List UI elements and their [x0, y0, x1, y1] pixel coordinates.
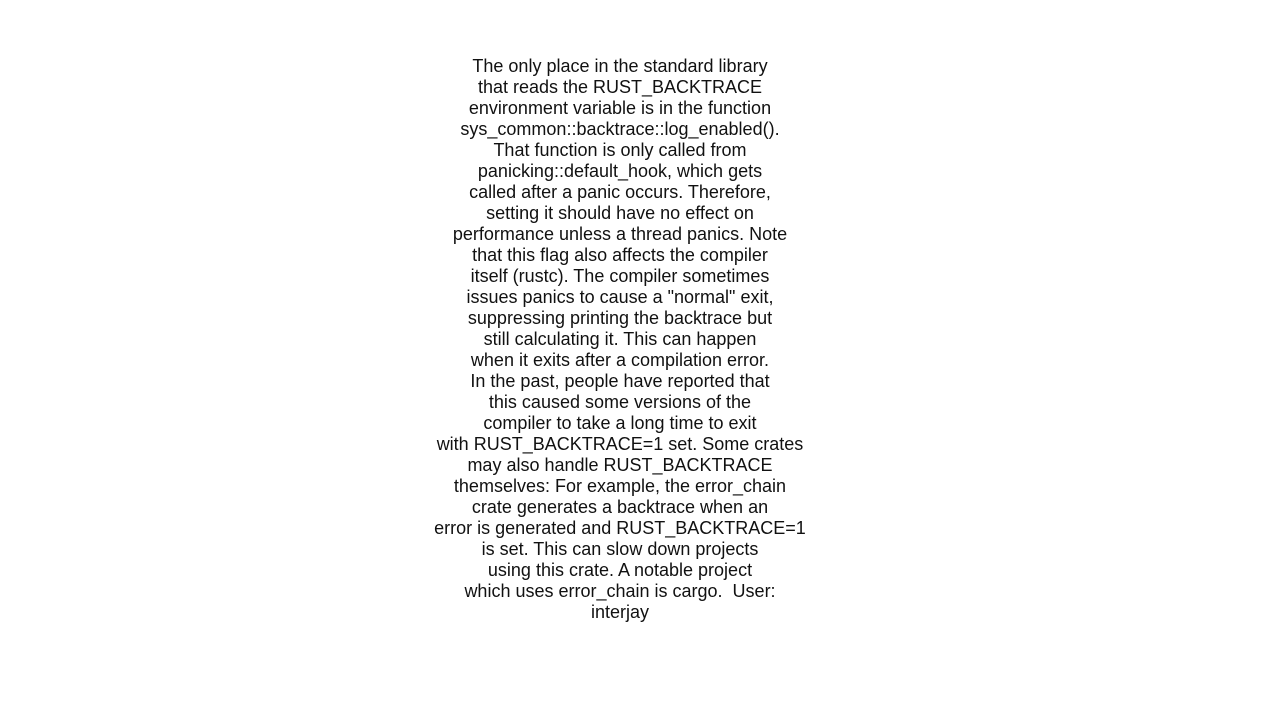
answer-text-block [420, 56, 820, 623]
text-line: may also handle RUST_BACKTRACE [467, 455, 773, 475]
text-line: compiler to take a long time to exit [483, 413, 757, 433]
text-line: this caused some versions of the [488, 392, 752, 412]
text-line: setting it should have no effect on [486, 203, 754, 223]
text-line: sys_common::backtrace::log_enabled(). [460, 119, 780, 139]
text-line: called after a panic occurs. Therefore, [469, 182, 771, 202]
text-line: environment variable is in the function [468, 98, 772, 118]
text-line: panicking::default_hook, which gets [477, 161, 763, 181]
text-line: In the past, people have reported that [470, 371, 770, 391]
text-line: That function is only called from [493, 140, 747, 160]
text-line: suppressing printing the backtrace but [467, 308, 773, 328]
text-line: is set. This can slow down projects [481, 539, 759, 559]
text-line: itself (rustc). The compiler sometimes [470, 266, 770, 286]
text-line: when it exits after a compilation error. [470, 350, 770, 370]
text-line: which uses error_chain is cargo. User: [464, 581, 776, 601]
text-line: error is generated and RUST_BACKTRACE=1 [434, 518, 806, 538]
author-line: interjay [590, 602, 650, 622]
text-line: that reads the RUST_BACKTRACE [477, 77, 763, 97]
text-line: using this crate. A notable project [487, 560, 753, 580]
text-line: with RUST_BACKTRACE=1 set. Some crates [436, 434, 804, 454]
text-line: issues panics to cause a "normal" exit, [466, 287, 774, 307]
text-line: performance unless a thread panics. Note [452, 224, 788, 244]
text-line: crate generates a backtrace when an [471, 497, 769, 517]
text-line: still calculating it. This can happen [483, 329, 757, 349]
text-line: The only place in the standard library [472, 56, 768, 76]
text-line: that this flag also affects the compiler [472, 245, 768, 265]
text-line: themselves: For example, the error_chain [453, 476, 787, 496]
